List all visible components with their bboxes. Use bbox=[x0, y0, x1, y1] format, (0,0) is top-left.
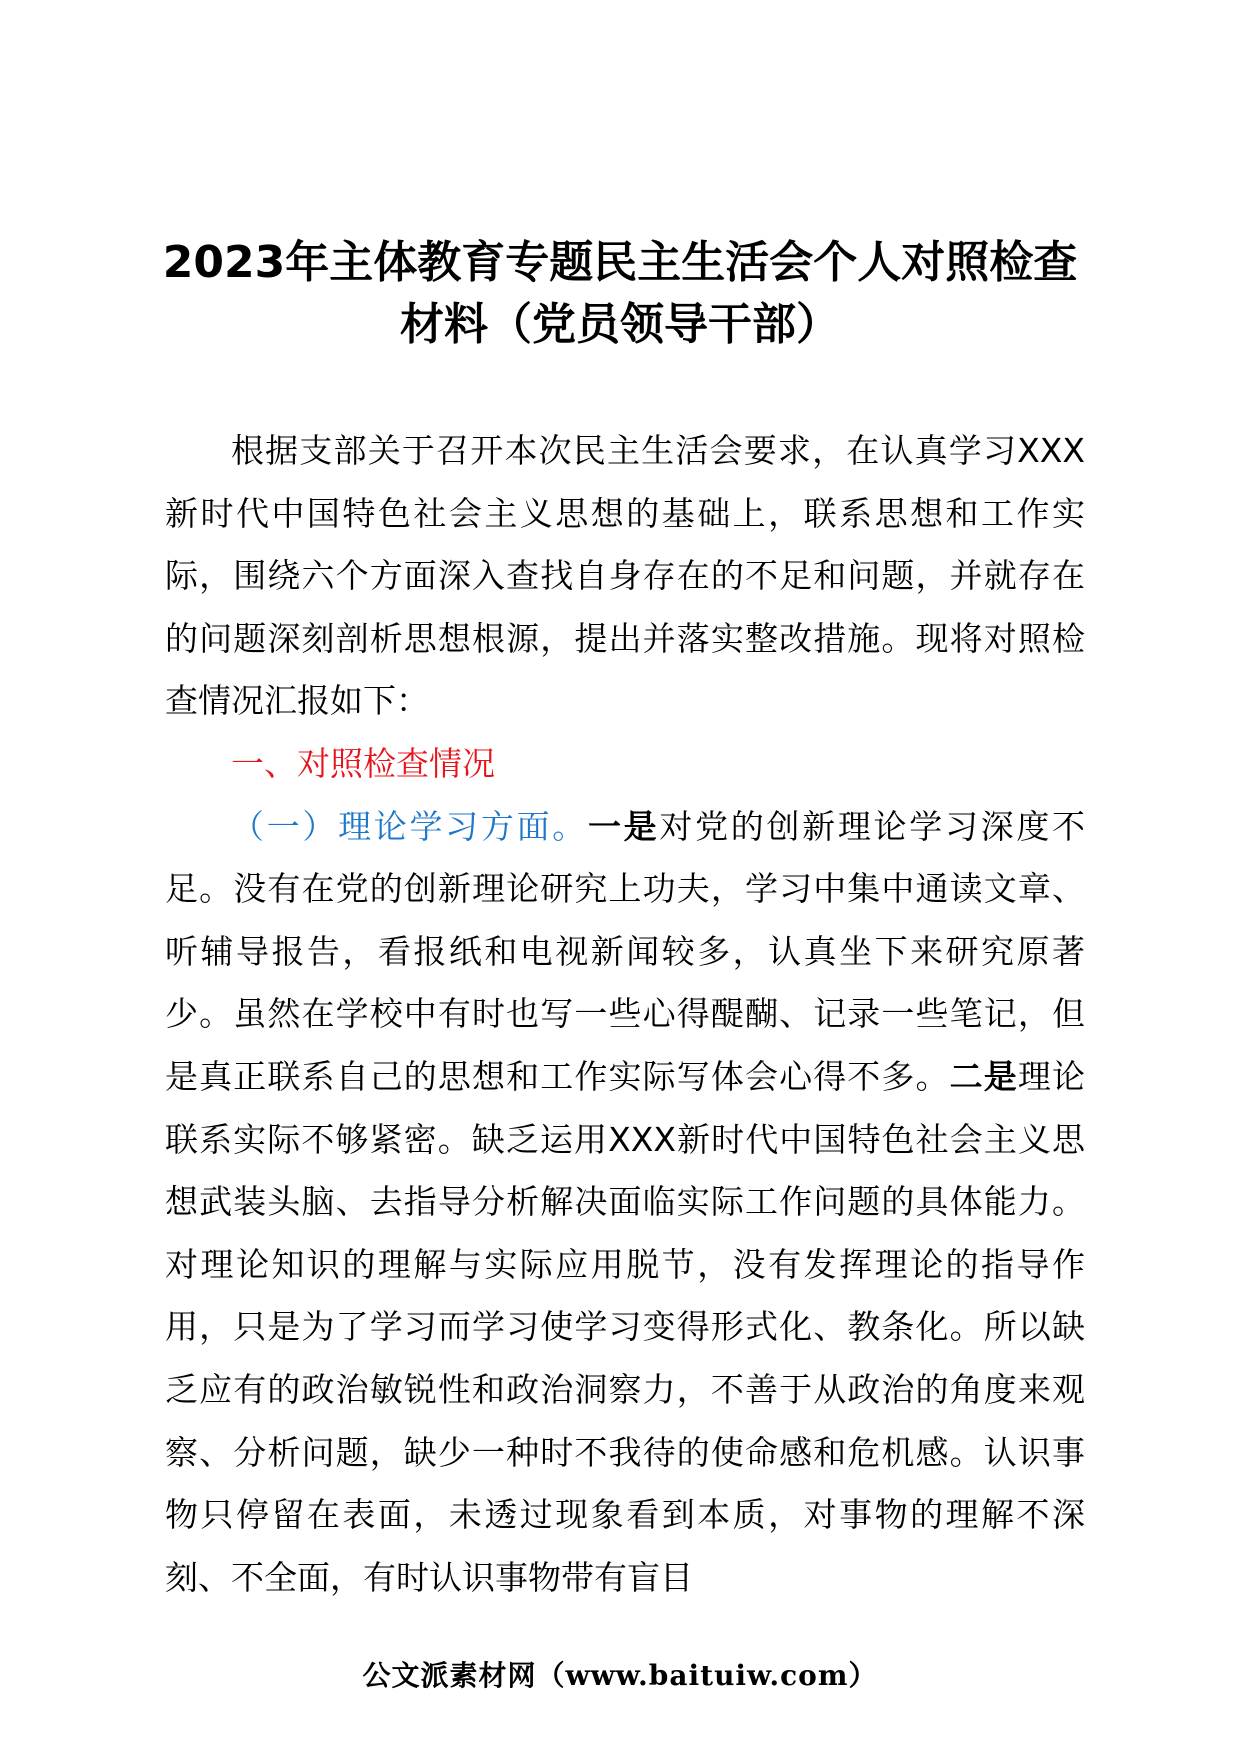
keyword-second: 二是 bbox=[949, 1056, 1018, 1096]
title-line-2: 材料（党员领导干部） bbox=[400, 299, 840, 350]
subsection-1-text-1: 对党的创新理论学习深度不足。没有在党的创新理论研究上功夫，学习中集中通读文章、听辅导报告，看报纸和电视新闻较多，认真坐下来研究原著少。虽然在学校中有时也写一些心得醍醐、记录一些笔记，但是真正联系自己的思想和工作实际写体会心得不多。 bbox=[165, 806, 1086, 1096]
document-title bbox=[150, 232, 1090, 356]
footer-watermark: 公文派素材网（www.baituiw.com） bbox=[362, 1659, 878, 1692]
document-body bbox=[165, 420, 1085, 1609]
title-line-1: 2023年主体教育专题民主生活会个人对照检查 bbox=[162, 237, 1078, 288]
subsection-1-paragraph bbox=[165, 796, 1085, 1610]
intro-paragraph: 根据支部关于召开本次民主生活会要求，在认真学习XXX新时代中国特色社会主义思想的基础上，联系思想和工作实际，围绕六个方面深入查找自身存在的不足和问题，并就存在的问题深刻剖析思想根源，提出并落实整改措施。现将对照检查情况汇报如下： bbox=[165, 431, 1085, 721]
section-heading-1: 一、对照检查情况 bbox=[231, 743, 495, 783]
subsection-1-text-2: 理论联系实际不够紧密。缺乏运用XXX新时代中国特色社会主义思想武装头脑、去指导分析解决面临实际工作问题的具体能力。对理论知识的理解与实际应用脱节，没有发挥理论的指导作用，只是为了学习而学习使学习变得形式化、教条化。所以缺乏应有的政治敏锐性和政治洞察力，不善于从政治的角度来观察、分析问题，缺少一种时不我待的使命感和危机感。认识事物只停留在表面，未透过现象看到本质，对事物的理解不深刻、不全面，有时认识事物带有盲目 bbox=[165, 1056, 1086, 1597]
keyword-first: 一是 bbox=[587, 806, 660, 846]
subsection-heading-1: （一）理论学习方面。 bbox=[231, 806, 588, 846]
